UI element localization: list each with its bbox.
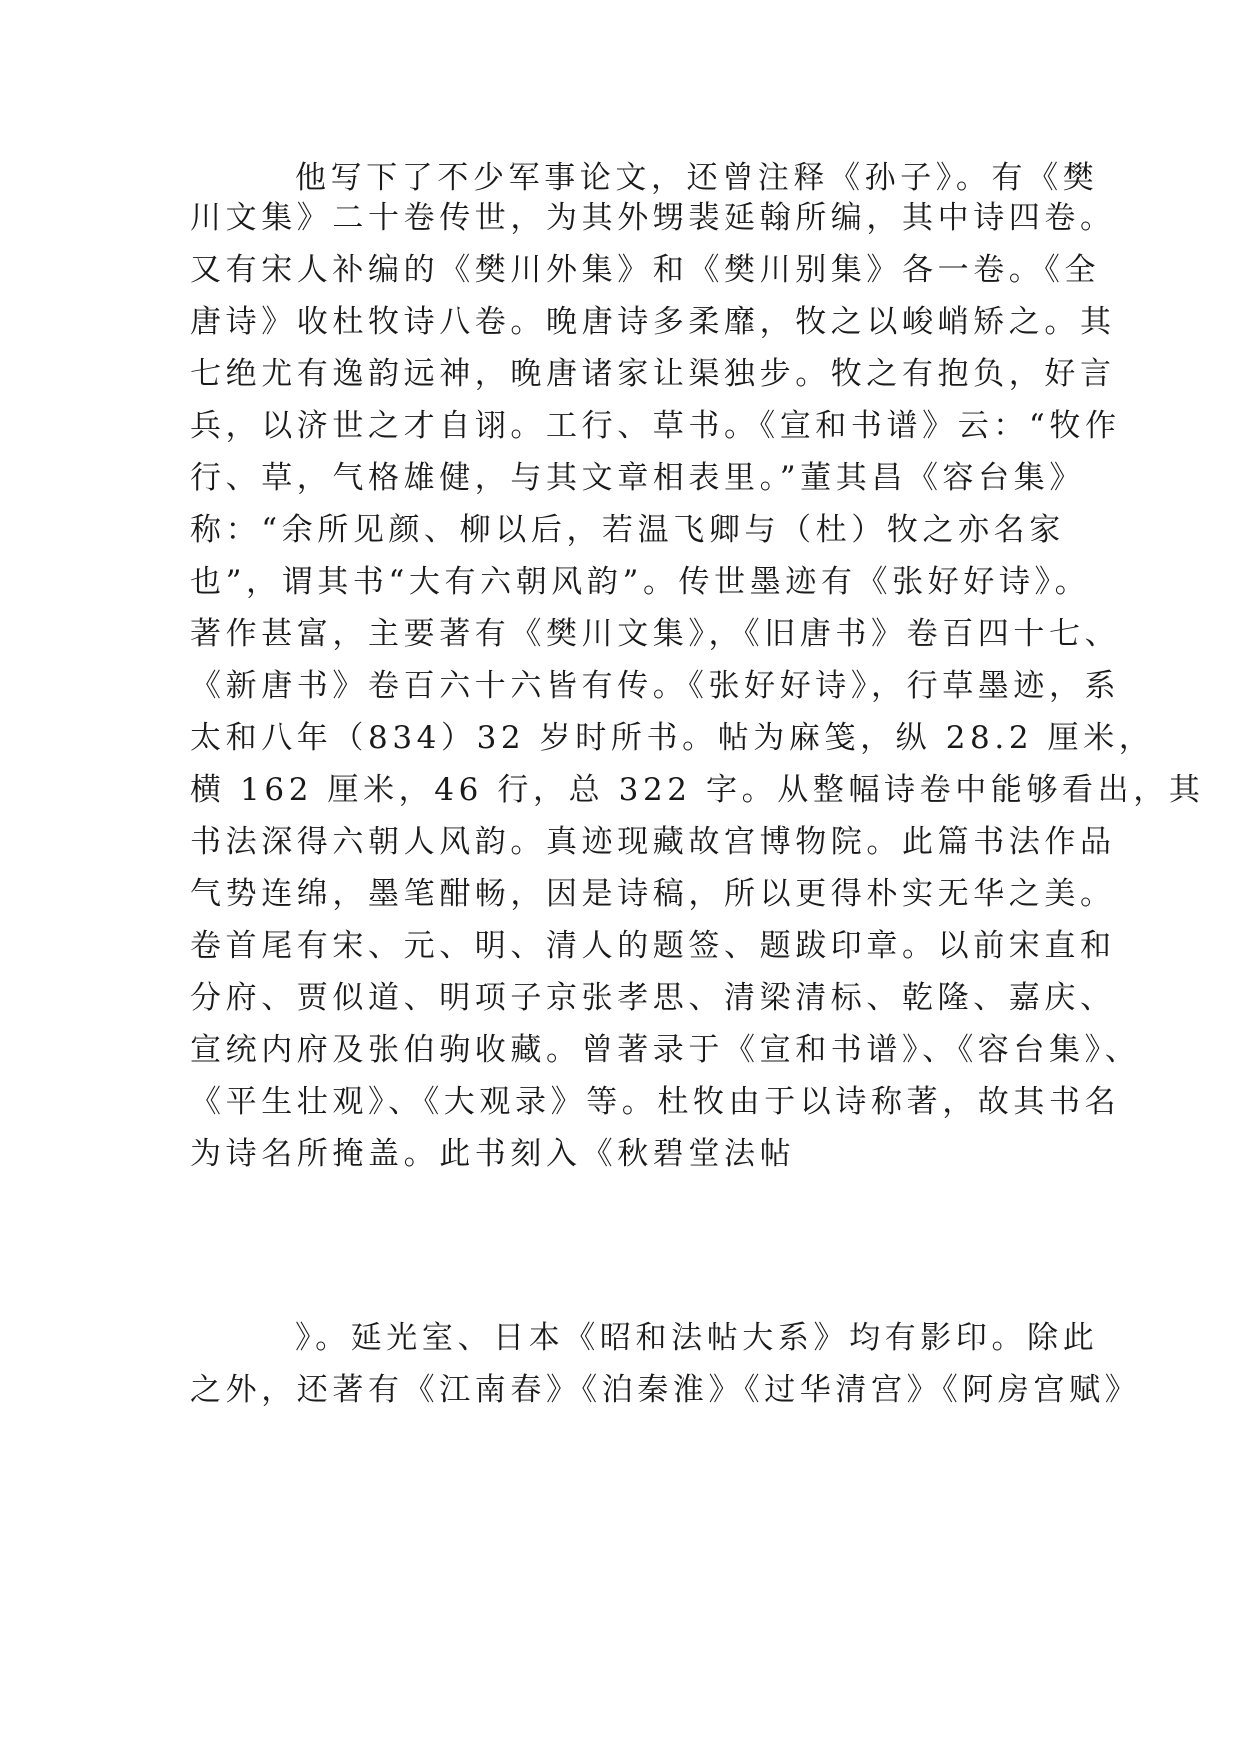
text-line: 七绝尤有逸韵远神，晚唐诸家让渠独步。牧之有抱负，好言 [190, 356, 1116, 392]
text-line: 气势连绵，墨笔酣畅，因是诗稿，所以更得朴实无华之美。 [190, 876, 1116, 912]
text-line: 宣统内府及张伯驹收藏。曾著录于《宣和书谱》、《容台集》、 [190, 1032, 1141, 1068]
text-line: 之外，还著有《江南春》《泊秦淮》《过华清宫》《阿房宫赋》 [190, 1372, 1141, 1408]
text-line: 太和八年（834）32 岁时所书。帖为麻笺，纵 28.2 厘米， [190, 720, 1155, 756]
text-line: 卷首尾有宋、元、明、清人的题签、题跋印章。以前宋直和 [190, 928, 1116, 964]
text-line: 为诗名所掩盖。此书刻入《秋碧堂法帖 [190, 1136, 796, 1172]
text-line: 也”，谓其书“大有六朝风韵”。传世墨迹有《张好好诗》。 [190, 564, 1091, 600]
text-line: 兵，以济世之才自诩。工行、草书。《宣和书谱》云：“牧作 [190, 408, 1121, 444]
text-line: 他写下了不少军事论文，还曾注释《孙子》。有《樊 [295, 160, 1099, 196]
text-line: 川文集》二十卷传世，为其外甥裴延翰所编，其中诗四卷。 [190, 200, 1116, 236]
text-line: 《新唐书》卷百六十六皆有传。《张好好诗》，行草墨迹，系 [190, 668, 1121, 704]
text-line: 书法深得六朝人风韵。真迹现藏故宫博物院。此篇书法作品 [190, 824, 1116, 860]
text-line: 唐诗》收杜牧诗八卷。晚唐诗多柔靡，牧之以峻峭矫之。其 [190, 304, 1116, 340]
text-line: 著作甚富，主要著有《樊川文集》，《旧唐书》卷百四十七、 [190, 616, 1121, 652]
text-line: 《平生壮观》、《大观录》等。杜牧由于以诗称著，故其书名 [190, 1084, 1121, 1120]
text-line: 》。延光室、日本《昭和法帖大系》均有影印。除此 [295, 1320, 1099, 1356]
text-line: 行、草，气格雄健，与其文章相表里。”董其昌《容台集》 [190, 460, 1085, 496]
text-line: 横 162 厘米，46 行，总 322 字。从整幅诗卷中能够看出，其 [190, 772, 1205, 808]
text-line: 分府、贾似道、明项子京张孝思、清梁清标、乾隆、嘉庆、 [190, 980, 1116, 1016]
text-line: 又有宋人补编的《樊川外集》和《樊川别集》各一卷。《全 [190, 252, 1101, 288]
text-line: 称：“余所见颜、柳以后，若温飞卿与（杜）牧之亦名家 [190, 512, 1065, 548]
